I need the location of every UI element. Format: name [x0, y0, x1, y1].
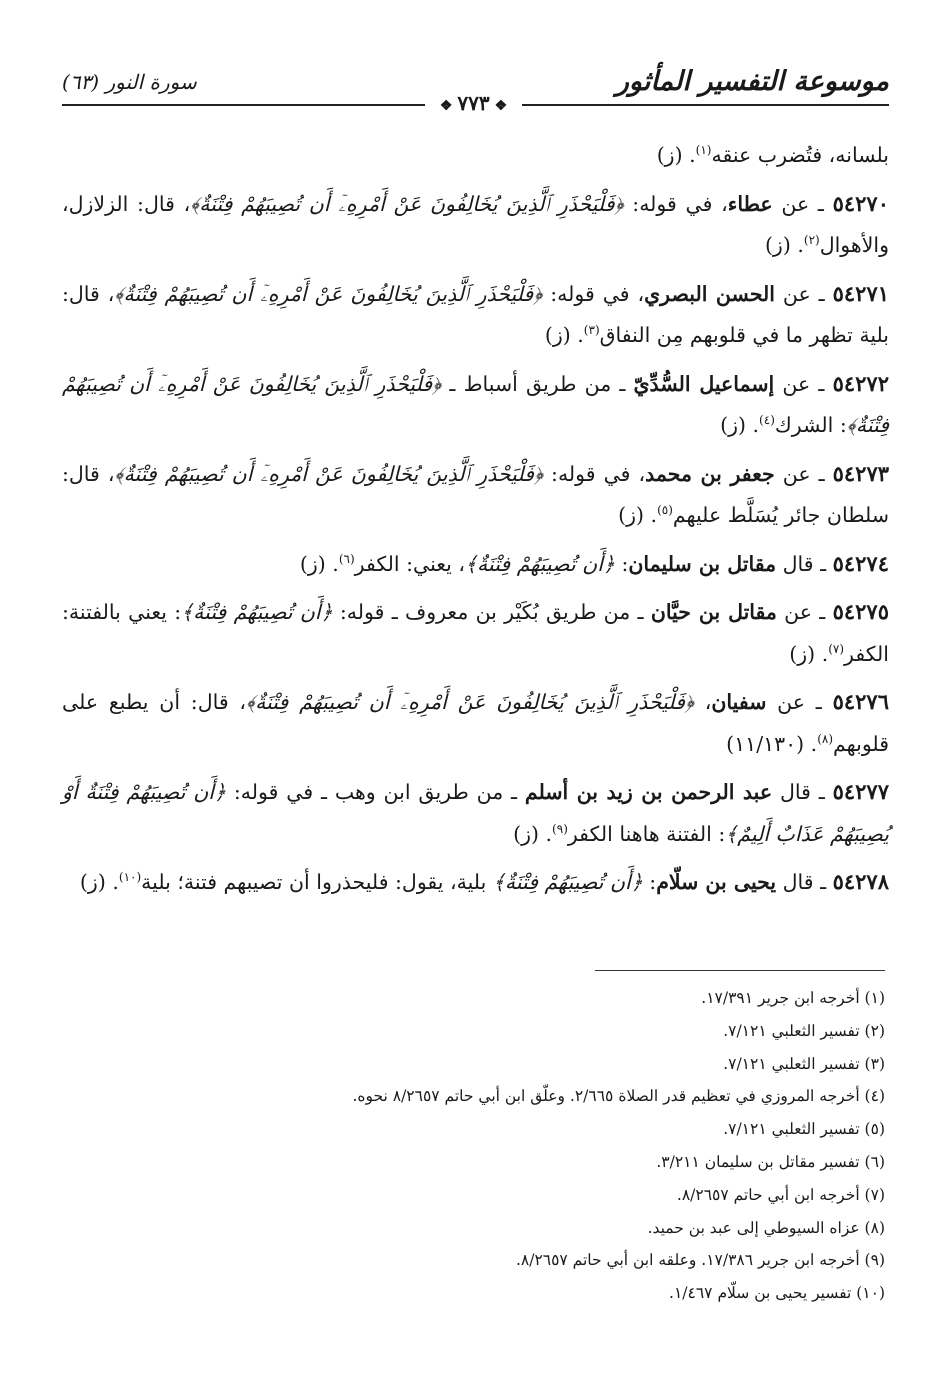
narration-number: ٥٤٢٧٠: [832, 190, 889, 216]
footnote: (٤) أخرجه المروزي في تعظيم قدر الصلاة ٢/٦٦٥. وعلّق ابن أبي حاتم ٨/٢٦٥٧ نحوه.: [352, 1087, 885, 1106]
ornament-icon: ❖: [494, 98, 508, 114]
narration-number: ٥٤٢٧١: [832, 280, 890, 306]
narration-number: ٥٤٢٧٣: [832, 460, 890, 486]
footnote-rule: [595, 970, 885, 971]
narration-text: ـ قال يحيى بن سلّام: ﴿أَن تُصِيبَهُمْ فِتْنَةٌ﴾ بلية، يقول: فليحذروا أن تصيبهم فتنة؛ بلية$^{(١٠)}$. (ز): [79, 870, 833, 894]
narration-paragraph: [62, 771, 889, 855]
narration-text: ـ قال عبد الرحمن بن زيد بن أسلم ـ من طريق ابن وهب ـ في قوله: ﴿أَن تُصِيبَهُمْ فِتْنَةٌ أَوْ يُصِيبَهُمْ عَذَابٌ أَلِيمٌ﴾: الفتنة هاهنا الكفر$^{(٩)}$. (ز): [62, 780, 889, 846]
narration-text: بلسانه، فتُضرب عنقه$^{(١)}$. (ز): [656, 143, 889, 167]
narration-paragraph: [62, 183, 889, 267]
narration-text: ـ عن سفيان، ﴿فَلْيَحْذَرِ ٱلَّذِينَ يُخَالِفُونَ عَنْ أَمْرِهِۦٓ أَن تُصِيبَهُمْ فِتْنَةٌ﴾، قال: أن يطبع على قلوبهم$^{(٨)}$. (١١/١٣٠): [62, 690, 889, 756]
narration-paragraph: [62, 591, 889, 675]
footnote: (٩) أخرجه ابن جرير ١٧/٣٨٦. وعلقه ابن أبي حاتم ٨/٢٦٥٧.: [515, 1251, 885, 1270]
footnote: (٣) تفسير الثعلبي ٧/١٢١.: [723, 1054, 885, 1073]
narration-paragraph: [62, 861, 889, 904]
narration-number: ٥٤٢٧٨: [832, 869, 889, 894]
narration-paragraph: [62, 543, 889, 586]
footnote: (١٠) تفسير يحيى بن سلّام ١/٤٦٧.: [669, 1284, 885, 1303]
narration-text: ـ عن جعفر بن محمد، في قوله: ﴿فَلْيَحْذَرِ ٱلَّذِينَ يُخَالِفُونَ عَنْ أَمْرِهِۦٓ أَن تُصِيبَهُمْ فِتْنَةٌ﴾، قال: سلطان جائر يُسَلَّط عليهم$^{(٥)}$. (ز): [62, 461, 889, 527]
narration-text: ـ عن الحسن البصري، في قوله: ﴿فَلْيَحْذَرِ ٱلَّذِينَ يُخَالِفُونَ عَنْ أَمْرِهِۦٓ أَن تُصِيبَهُمْ فِتْنَةٌ﴾، قال: بلية تظهر ما في قلوبهم مِن النفاق$^{(٣)}$. (ز): [62, 281, 889, 347]
narration-paragraph: [62, 135, 889, 177]
page-number-box: [0, 91, 947, 115]
main-text: [62, 135, 889, 910]
narration-paragraph: [62, 273, 889, 357]
footnote: (٨) عزاه السيوطي إلى عبد بن حميد.: [647, 1218, 885, 1237]
narration-number: ٥٤٢٧٥: [832, 599, 889, 624]
footnotes: [62, 982, 885, 1310]
narration-number: ٥٤٢٧٢: [832, 370, 889, 396]
footnote: (٦) تفسير مقاتل بن سليمان ٣/٢١١.: [656, 1152, 885, 1171]
footnote: (٥) تفسير الثعلبي ٧/١٢١.: [723, 1120, 885, 1139]
ornament-icon: ❖: [439, 98, 453, 114]
narration-text: ـ عن مقاتل بن حيَّان ـ من طريق بُكَيْر بن معروف ـ قوله: ﴿أَن تُصِيبَهُمْ فِتْنَةٌ﴾: يعني بالفتنة: الكفر$^{(٧)}$. (ز): [62, 600, 889, 666]
narration-text: ـ قال مقاتل بن سليمان: ﴿أَن تُصِيبَهُمْ فِتْنَةٌ﴾، يعني: الكفر$^{(٦)}$. (ز): [299, 551, 833, 576]
narration-number: ٥٤٢٧٧: [832, 779, 889, 804]
page-number: [425, 91, 522, 115]
narration-paragraph: [62, 363, 889, 447]
footnote: (٢) تفسير الثعلبي ٧/١٢١.: [723, 1021, 885, 1040]
narration-number: ٥٤٢٧٤: [832, 550, 889, 576]
book-title: موسوعة التفسير المأثور: [615, 66, 889, 97]
page-number-text: ٧٧٣: [457, 91, 490, 115]
footnote: (٧) أخرجه ابن أبي حاتم ٨/٢٦٥٧.: [676, 1185, 885, 1204]
footnote: (١) أخرجه ابن جرير ١٧/٣٩١.: [701, 989, 885, 1007]
narration-text: ـ عن عطاء، في قوله: ﴿فَلْيَحْذَرِ ٱلَّذِينَ يُخَالِفُونَ عَنْ أَمْرِهِۦٓ أَن تُصِيبَهُمْ فِتْنَةٌ﴾، قال: الزلازل، والأهوال$^{(٢)}$. (ز): [62, 191, 889, 257]
narration-text: ـ عن إسماعيل السُّدِّيّ ـ من طريق أسباط ـ ﴿فَلْيَحْذَرِ ٱلَّذِينَ يُخَالِفُونَ عَنْ أَمْرِهِۦٓ أَن تُصِيبَهُمْ فِتْنَةٌ﴾: الشرك$^{(٤)}$. (ز): [62, 371, 889, 437]
surah-label: سورة النور (٦٣): [62, 70, 197, 94]
narration-paragraph: [62, 681, 889, 765]
narration-number: ٥٤٢٧٦: [832, 689, 889, 714]
narration-paragraph: [62, 453, 889, 537]
